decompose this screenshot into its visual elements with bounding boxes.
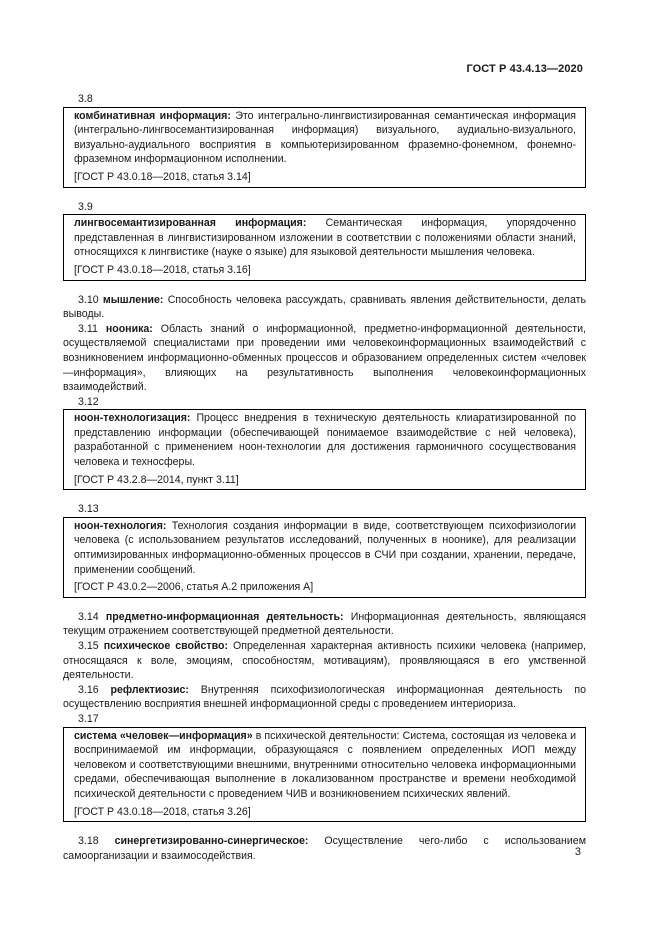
term-source: [ГОСТ Р 43.0.18—2018, статья 3.26] (74, 805, 251, 818)
term-text: Процесс внедрения в техническую деятельность клиаратизированной по представлению информации (обеспечивающей понимаемое взаимодействие с ней человека), разработанной с применением ноон-технологии для достижения гармоничного сосуществования человека и техносферы. (74, 412, 576, 469)
entry-number: 3.14 (78, 610, 99, 623)
term-definition (74, 109, 576, 167)
entry-number: 3.8 (78, 93, 93, 105)
term-title: рефлектиозис: (110, 683, 189, 696)
term-paragraph-3-15 (63, 639, 586, 683)
page-content (63, 92, 586, 863)
term-text: Семантическая информация, упорядоченно представленная в лингвистизированном изложении в соответствии с положениями области знаний, относящихся к лингвистике (науке о языке) для языковой деятельности мышления человека. (74, 217, 576, 259)
term-title: ноон-технологизация: (74, 412, 191, 425)
term-title: комбинативная информация: (74, 109, 231, 122)
term-source: [ГОСТ Р 43.0.18—2018, статья 3.16] (74, 263, 251, 276)
entry-number: 3.18 (78, 835, 99, 848)
entry-number: 3.16 (78, 683, 99, 696)
term-box-3-9 (63, 214, 586, 280)
term-source: [ГОСТ Р 43.0.18—2018, статья 3.14] (74, 170, 251, 183)
term-paragraph-3-16 (63, 683, 586, 712)
term-box-3-17 (63, 727, 586, 823)
term-title: мышление: (102, 293, 164, 306)
term-text: Технология создания информации в виде, соответствующем психофизиологии человека (с использованием результатов исследований, полученных в ноонике), для реализации оптимизированных информационно-обменных процессов в СЧИ при создании, хранении, передаче, применении сообщений. (74, 519, 576, 576)
term-title: лингвосемантизированная информация: (74, 217, 307, 230)
entry-number: 3.11 (78, 322, 98, 335)
entry-number: 3.15 (78, 640, 99, 652)
term-paragraph-3-10 (63, 293, 586, 322)
term-text: Способность человека рассуждать, сравнивать явления действительности, делать выводы. (63, 293, 587, 321)
term-title: нооника: (105, 322, 153, 335)
term-title: психическое свойство: (103, 640, 228, 652)
entry-number: 3.9 (78, 200, 93, 213)
term-source: [ГОСТ Р 43.0.2—2006, статья А.2 приложения А] (74, 581, 314, 594)
term-text: Информационная деятельность, являющаяся текущим отражением соответствующей предметной деятельности. (63, 610, 586, 638)
term-title: предметно-информационная деятельность: (105, 610, 344, 623)
entry-number: 3.12 (78, 395, 99, 408)
entry-number: 3.13 (78, 503, 99, 516)
term-paragraph-3-14 (63, 610, 586, 639)
term-title: система «человек—информация» (74, 729, 253, 742)
term-title: синергетизированно-синергическое: (114, 835, 309, 848)
term-box-3-13 (63, 517, 586, 598)
term-text: в психической деятельности: Система, состоящая из человека и воспринимаемой им информации, образующаяся с появлением определенных ИОП между человеком и соответствующими внешними, внутренними относительно человека информационными средами, обеспечивающая выполнение в локализованном пространстве и времени необходимой психической деятельности с проведением ЧИВ и возникновением психических явлений. (74, 729, 576, 800)
entry-number: 3.17 (78, 712, 99, 725)
term-definition (74, 519, 576, 577)
term-text: Это интегрально-лингвистизированная семантическая информация (интегрально-лингвосемантизированная информация) визуального, аудиально-визуального, визуально-аудиального восприятия в компьютеризированном фраземно-фонемном, фонемно-фраземном информационном исполнении. (74, 109, 576, 166)
term-text: Внутренняя психофизиологическая информационная деятельность по осуществлению восприятия внешней информационной среды с проведением интериориза. (63, 683, 586, 711)
term-definition (74, 729, 576, 802)
term-box-3-12 (63, 409, 586, 490)
entry-number: 3.10 (78, 293, 99, 306)
term-title: ноон-технология: (74, 519, 167, 532)
term-paragraph-3-18 (63, 834, 586, 863)
term-text: Осуществление чего-либо с использованием самоорганизации и взаимосодействия. (63, 835, 586, 862)
document-code: ГОСТ Р 43.4.13—2020 (466, 63, 583, 75)
term-definition (74, 216, 576, 260)
term-text: Область знаний о информационной, предметно-информационной деятельности, осуществляемой специалистами при проведении ими человекоинформационных взаимодействий с возникновением информационно-обменных процессов и образованием определенных систем «человек—информация», влияющих на результативность выполнения человекоинформационных взаимодействий. (63, 322, 586, 394)
term-text: Определенная характерная активность психики человека (например, относящаяся к воле, эмоциям, способностям, мотивациям), проявляющаяся в его умственной деятельности. (63, 640, 586, 682)
term-paragraph-3-11 (63, 322, 586, 395)
term-source: [ГОСТ Р 43.2.8—2014, пункт 3.11] (74, 473, 239, 486)
term-box-3-8 (63, 107, 586, 188)
term-definition (74, 411, 576, 469)
page-number: 3 (574, 846, 581, 858)
